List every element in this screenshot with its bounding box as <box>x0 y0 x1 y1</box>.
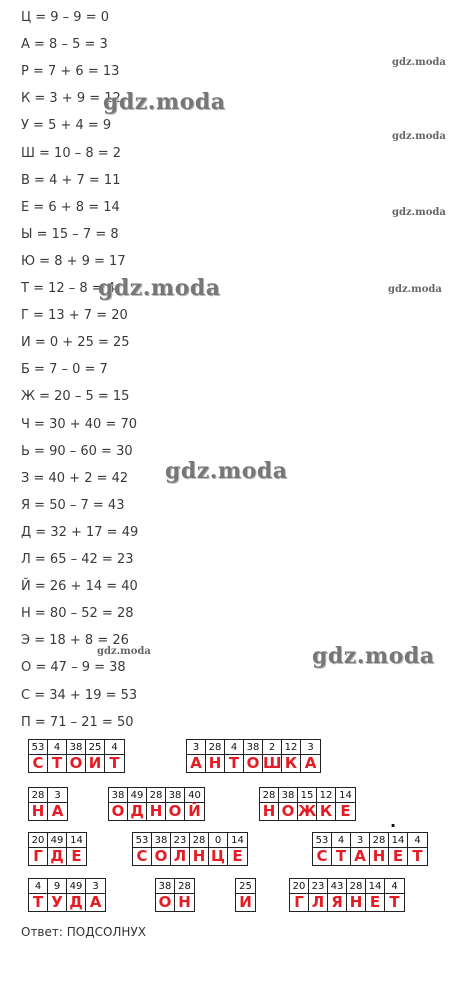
decoded-letter-cell: О <box>279 803 298 820</box>
decoded-letter-cell: Т <box>109 754 120 772</box>
code-number-cell: 3 <box>86 879 105 894</box>
code-number-cell: 4 <box>29 879 48 894</box>
code-number-cell: 20 <box>29 833 48 848</box>
equation-line: Ь = 90 – 60 = 30 <box>21 443 133 459</box>
answer-text: Ответ: ПОДСОЛНУХ <box>21 925 146 939</box>
decoded-letter-cell: Ж <box>298 802 317 820</box>
decoded-letter-cell: К <box>317 803 336 820</box>
decoded-letter-cell: Т <box>412 847 423 865</box>
code-number-cell: 0 <box>209 833 228 848</box>
decoded-letter-cell: Г <box>29 848 48 865</box>
decoded-letter-cell: С <box>313 848 332 865</box>
decoded-letter-cell: Н <box>190 848 209 865</box>
code-number-cell: 38 <box>156 879 175 894</box>
decoded-letter-cell: Т <box>48 755 67 772</box>
word-box <box>259 787 356 821</box>
code-number-cell: 15 <box>298 788 317 803</box>
equation-line: И = 0 + 25 = 25 <box>21 335 130 351</box>
equation-line: У = 5 + 4 = 9 <box>21 118 112 134</box>
decoded-letter-cell: И <box>239 893 252 911</box>
word-box <box>28 832 87 866</box>
word-box <box>312 832 428 866</box>
code-number-cell: 3 <box>351 833 370 848</box>
code-number-cell: 12 <box>317 788 336 803</box>
word-box <box>28 787 68 821</box>
code-number-cell: 43 <box>328 879 347 894</box>
equation-line: О = 47 – 9 = 38 <box>21 660 126 676</box>
equation-line: Н = 80 – 52 = 28 <box>21 606 134 622</box>
equation-line: З = 40 + 2 = 42 <box>21 470 129 486</box>
code-number-cell: 38 <box>67 740 86 755</box>
equation-line: Ц = 9 – 9 = 0 <box>21 10 109 25</box>
equation-line: С = 34 + 19 = 53 <box>21 687 138 703</box>
watermark: gdz.moda <box>103 89 226 115</box>
code-number-cell: 28 <box>190 833 209 848</box>
code-number-cell: 4 <box>105 740 124 755</box>
word-box <box>186 739 321 773</box>
code-number-cell: 2 <box>263 740 282 755</box>
code-number-cell: 49 <box>48 833 67 848</box>
word-box <box>28 739 125 773</box>
equation-line: Е = 6 + 8 = 14 <box>21 199 120 215</box>
equation-line: Ч = 30 + 40 = 70 <box>21 416 138 432</box>
equation-line: Р = 7 + 6 = 13 <box>21 64 120 80</box>
decoded-letter-cell: А <box>304 754 317 772</box>
code-number-cell: 28 <box>260 788 279 803</box>
decoded-letter-cell: О <box>156 894 175 911</box>
equation-line: Ы = 15 – 7 = 8 <box>21 226 119 242</box>
decoded-letter-cell: Н <box>29 803 48 820</box>
decoded-letter-cell: Г <box>290 894 309 911</box>
word-box <box>289 878 405 912</box>
decoded-letter-cell: Н <box>347 894 366 911</box>
decoded-letter-cell: Л <box>309 894 328 911</box>
decoded-letter-cell: Д <box>67 894 86 911</box>
code-number-cell: 3 <box>187 740 206 755</box>
code-number-cell: 14 <box>67 833 86 848</box>
word-box <box>235 878 256 912</box>
code-number-cell: 28 <box>347 879 366 894</box>
equation-line: Ж = 20 – 5 = 15 <box>21 389 130 405</box>
decoded-letter-cell: Ц <box>209 848 228 865</box>
decoded-letter-cell: Е <box>232 847 243 865</box>
code-number-cell: 4 <box>225 740 244 755</box>
code-number-cell: 28 <box>29 788 48 803</box>
code-number-cell: 23 <box>171 833 190 848</box>
code-number-cell: 38 <box>166 788 185 803</box>
watermark: gdz.moda <box>392 57 446 68</box>
equation-line: Т = 12 – 8 = 4 <box>21 281 116 296</box>
equation-line: Й = 26 + 14 = 40 <box>21 579 138 595</box>
code-number-cell: 28 <box>175 879 194 894</box>
code-number-cell: 38 <box>244 740 263 755</box>
word-box <box>132 832 248 866</box>
watermark: gdz.moda <box>392 131 446 142</box>
code-number-cell: 14 <box>389 833 408 848</box>
code-number-cell: 12 <box>282 740 301 755</box>
decoded-letter-cell: О <box>67 755 86 772</box>
decoded-letter-cell: Й <box>188 802 201 820</box>
decoded-letter-cell: О <box>152 848 171 865</box>
equation-line: В = 4 + 7 = 11 <box>21 172 121 188</box>
decoded-letter-cell: А <box>89 893 102 911</box>
code-number-cell: 4 <box>48 740 67 755</box>
decoded-letter-cell: Е <box>389 848 408 865</box>
decoded-letter-cell: О <box>109 803 128 820</box>
decoded-letter-cell: А <box>351 848 370 865</box>
code-number-cell: 49 <box>128 788 147 803</box>
watermark: gdz.moda <box>97 646 151 657</box>
decoded-letter-cell: Е <box>340 802 351 820</box>
equation-line: Г = 13 + 7 = 20 <box>21 308 128 324</box>
decoded-letter-cell: Н <box>206 755 225 772</box>
decoded-letter-cell: О <box>166 803 185 820</box>
decoded-letter-cell: Н <box>178 893 191 911</box>
decoded-letter-cell: Ш <box>263 754 282 772</box>
code-number-cell: 14 <box>336 788 355 803</box>
code-number-cell: 49 <box>67 879 86 894</box>
code-number-cell: 4 <box>408 833 427 848</box>
code-number-cell: 38 <box>279 788 298 803</box>
code-number-cell: 38 <box>109 788 128 803</box>
sentence-period: . <box>390 812 397 831</box>
code-number-cell: 23 <box>309 879 328 894</box>
equation-line: К = 3 + 9 = 12 <box>21 91 121 107</box>
code-number-cell: 28 <box>370 833 389 848</box>
code-number-cell: 25 <box>236 879 255 894</box>
decoded-letter-cell: Т <box>389 893 400 911</box>
code-number-cell: 38 <box>152 833 171 848</box>
watermark: gdz.moda <box>312 643 435 669</box>
code-number-cell: 3 <box>301 740 320 755</box>
decoded-letter-cell: С <box>133 848 152 865</box>
decoded-letter-cell: Д <box>128 803 147 820</box>
decoded-letter-cell: Н <box>260 803 279 820</box>
watermark: gdz.moda <box>388 284 442 295</box>
word-box <box>28 878 106 912</box>
decoded-letter-cell: Я <box>328 894 347 911</box>
decoded-letter-cell: Н <box>370 848 389 865</box>
decoded-letter-cell: Т <box>29 894 48 911</box>
code-number-cell: 20 <box>290 879 309 894</box>
watermark: gdz.moda <box>98 275 221 301</box>
decoded-letter-cell: Т <box>225 755 244 772</box>
equation-line: Э = 18 + 8 = 26 <box>21 633 129 649</box>
decoded-letter-cell: А <box>51 802 64 820</box>
equation-line: Б = 7 – 0 = 7 <box>21 362 108 378</box>
code-number-cell: 3 <box>48 788 67 803</box>
word-box <box>155 878 195 912</box>
equation-line: Ш = 10 – 8 = 2 <box>21 145 122 161</box>
code-number-cell: 14 <box>228 833 247 848</box>
equation-line: Л = 65 – 42 = 23 <box>21 552 134 567</box>
code-number-cell: 4 <box>385 879 404 894</box>
code-number-cell: 28 <box>147 788 166 803</box>
code-number-cell: 4 <box>332 833 351 848</box>
decoded-letter-cell: А <box>187 755 206 772</box>
decoded-letter-cell: Л <box>171 848 190 865</box>
decoded-letter-cell: Т <box>332 848 351 865</box>
decoded-letter-cell: Е <box>366 894 385 911</box>
watermark: gdz.moda <box>165 458 288 484</box>
decoded-letter-cell: Н <box>147 803 166 820</box>
equation-line: П = 71 – 21 = 50 <box>21 714 134 730</box>
watermark: gdz.moda <box>392 207 446 218</box>
decoded-letter-cell: К <box>282 755 301 772</box>
decoded-letter-cell: С <box>29 755 48 772</box>
word-box <box>108 787 205 821</box>
code-number-cell: 28 <box>206 740 225 755</box>
decoded-letter-cell: У <box>48 894 67 911</box>
code-number-cell: 9 <box>48 879 67 894</box>
code-number-cell: 14 <box>366 879 385 894</box>
code-number-cell: 25 <box>86 740 105 755</box>
code-number-cell: 53 <box>29 740 48 755</box>
equation-line: А = 8 – 5 = 3 <box>21 37 108 53</box>
code-number-cell: 53 <box>313 833 332 848</box>
decoded-letter-cell: Д <box>48 848 67 865</box>
code-number-cell: 53 <box>133 833 152 848</box>
decoded-letter-cell: О <box>244 755 263 772</box>
code-number-cell: 40 <box>185 788 204 803</box>
decoded-letter-cell: Е <box>71 847 82 865</box>
decoded-letter-cell: И <box>86 755 105 772</box>
equation-line: Д = 32 + 17 = 49 <box>21 524 139 540</box>
equation-line: Ю = 8 + 9 = 17 <box>21 253 126 269</box>
equation-line: Я = 50 – 7 = 43 <box>21 497 125 513</box>
